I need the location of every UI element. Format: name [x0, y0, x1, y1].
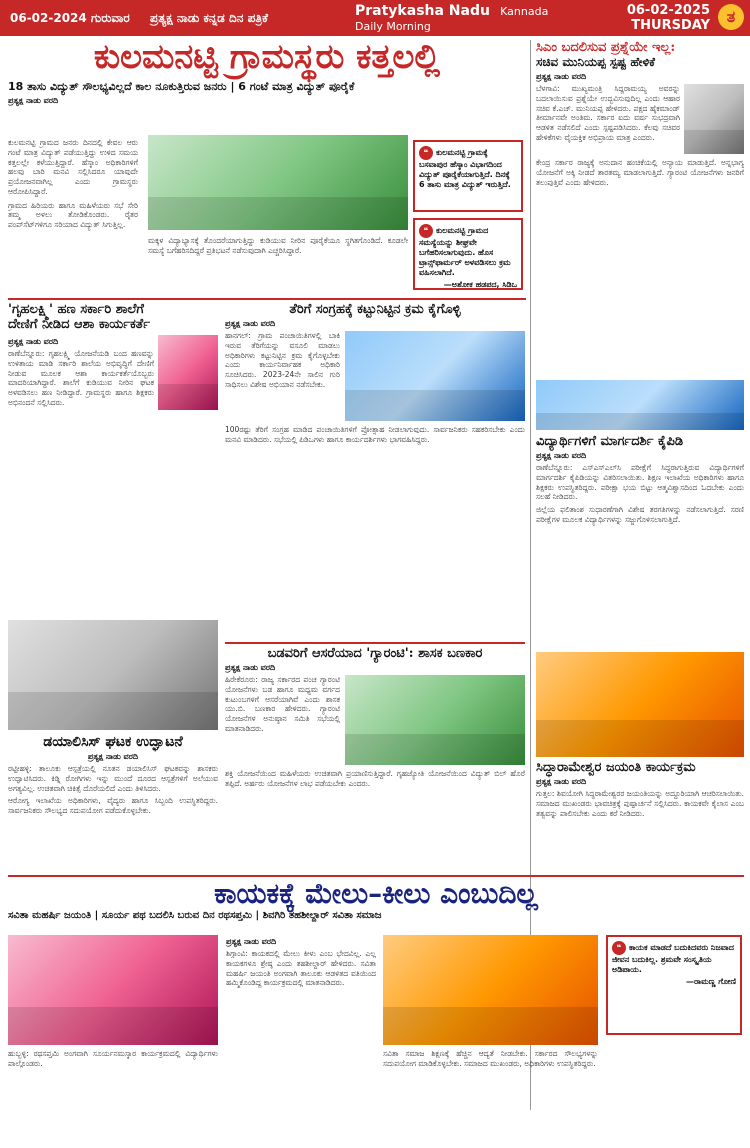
kayaka-body: ಶಿಗ್ಗಾಂವಿ: ಕಾಯಕದಲ್ಲಿ ಮೇಲು ಕೀಳು ಎಂಬ ಭೇದವಿಲ್ಲ. ಎಲ್ಲ ಕಾಯಕಗಳೂ ಶ್ರೇಷ್ಠ ಎಂದು ತಹಶೀಲ್ದಾರ್ ಹೇಳಿದರು. ಸವಿತಾ ಮಹರ್ಷಿ ಜಯಂತಿ ಅಂಗವಾಗಿ ತಾಲೂಕು ಆಡಳಿತದ ವತಿಯಿಂದ ಹಮ್ಮಿಕೊಂಡಿದ್ದ ಕಾರ್ಯಕ್ರಮದಲ್ಲಿ ಮಾತನಾಡಿದರು.	[226, 949, 376, 988]
guarantee-story	[225, 642, 525, 867]
kayaka-story	[8, 875, 744, 1145]
paper-subtitle: Kannada Daily Morning	[355, 5, 549, 33]
kayaka-photo-left	[8, 935, 218, 1045]
gruhalakshmi-headline-2: ದೇಣಿಗೆ ನೀಡಿದ ಆಶಾ ಕಾರ್ಯಕರ್ತೆ	[8, 317, 150, 332]
kayaka-subheadline: ಸವಿತಾ ಮಹರ್ಷಿ ಜಯಂತಿ | ಸೂರ್ಯ ಪಥ ಬದಲಿಸಿ ಬರುವ ದಿನ ರಥಸಪ್ತಮಿ | ಶಿವಗಿರಿ ತಹಶೀಲ್ದಾರ್ ಸವಿತಾ ಸಮಾಜ	[8, 910, 382, 922]
siddharameshwara-photo	[536, 652, 744, 757]
paper-name	[355, 3, 575, 33]
cm-portrait	[684, 84, 744, 154]
section-divider	[8, 298, 526, 300]
lead-byline: ಪ್ರತ್ಯಕ್ಷ ನಾಡು ವರದಿ	[8, 95, 59, 105]
dialysis-byline: ಪ್ರತ್ಯಕ್ಷ ನಾಡು ವರದಿ	[87, 752, 139, 761]
guarantee-headline: ಬಡವರಿಗೆ ಆಸರೆಯಾದ 'ಗ್ಯಾರಂಟಿ': ಶಾಸಕ ಬಣಕಾರ	[225, 642, 525, 661]
siddharameshwara-story	[536, 760, 744, 870]
siddharameshwara-body: ಗುತ್ತಲ: ಶಿವಯೋಗಿ ಸಿದ್ಧರಾಮೇಶ್ವರರ ಜಯಂತಿಯನ್ನು ಅದ್ದೂರಿಯಾಗಿ ಆಚರಿಸಲಾಯಿತು. ಸಮಾಜದ ಮುಖಂಡರು ಭಾವಚಿತ್ರಕ್ಕೆ ಪುಷ್ಪಾರ್ಚನೆ ಸಲ್ಲಿಸಿದರು. ಕಾಯಕವೇ ಕೈಲಾಸ ಎಂಬ ತತ್ವವನ್ನು ಪಾಲಿಸಬೇಕು ಎಂದು ಕರೆ ನೀಡಿದರು.	[536, 789, 744, 818]
lead-quote-2-text: ಕುಲಮನಟ್ಟಿ ಗ್ರಾಮದ ಸಮಸ್ಯೆಯನ್ನು ಶೀಘ್ರವೇ ಬಗೆಹರಿಸಲಾಗುವುದು. ಹೊಸ ಟ್ರಾನ್ಸ್‌ಫಾರ್ಮರ್ ಅಳವಡಿಸಲು ಕ್ರಮ ವಹಿಸಲಾಗಿದೆ.	[419, 226, 511, 277]
lead-headline: ಕುಲಮನಟ್ಟಿ ಗ್ರಾಮಸ್ಥರು ಕತ್ತಲಲ್ಲಿ	[93, 40, 441, 77]
lead-story	[8, 40, 526, 295]
sangha-body: ಹಾನಗಲ್: ಗ್ರಾಮ ಪಂಚಾಯಿತಿಗಳಲ್ಲಿ ಬಾಕಿ ಇರುವ ತೆರಿಗೆಯನ್ನು ವಸೂಲಿ ಮಾಡಲು ಅಧಿಕಾರಿಗಳು ಕಟ್ಟುನಿಟ್ಟಿನ ಕ್ರಮ ಕೈಗೊಳ್ಳಬೇಕು ಎಂದು ಕಾರ್ಯನಿರ್ವಾಹಕ ಅಧಿಕಾರಿ ಸೂಚಿಸಿದರು. 2023-24ನೇ ಸಾಲಿನ ಗುರಿ ಸಾಧಿಸಲು ವಿಶೇಷ ಅಭಿಯಾನ ನಡೆಸಬೇಕು.	[225, 331, 340, 389]
student-body-2: ಜಿಲ್ಲೆಯ ಫಲಿತಾಂಶ ಸುಧಾರಣೆಗಾಗಿ ವಿಶೇಷ ತರಗತಿಗಳನ್ನು ನಡೆಸಲಾಗುತ್ತಿದೆ. ಸರಣಿ ಪರೀಕ್ಷೆಗಳ ಮೂಲಕ ವಿದ್ಯಾರ್ಥಿಗಳನ್ನು ಸಜ್ಜುಗೊಳಿಸಲಾಗುತ್ತಿದೆ.	[536, 505, 744, 524]
gruhalakshmi-story	[8, 302, 218, 617]
student-photo	[536, 380, 744, 430]
siddharameshwara-byline: ಪ್ರತ್ಯಕ್ಷ ನಾಡು ವರದಿ	[536, 777, 587, 786]
sangha-photo	[345, 331, 525, 421]
logo-icon: ತ	[718, 4, 744, 30]
lead-quote-2-attrib: —ಅಶೋಕ ಹಡಪದ, ಸಿಡಿಒ	[443, 280, 517, 289]
student-body: ರಾಣೆಬೆನ್ನೂರು: ಎಸ್ಎಸ್ಎಲ್‌ಸಿ ಪರೀಕ್ಷೆಗೆ ಸಿದ್ಧರಾಗುತ್ತಿರುವ ವಿದ್ಯಾರ್ಥಿಗಳಿಗೆ ಮಾರ್ಗದರ್ಶಿ ಕೈಪಿಡಿಯನ್ನು ವಿತರಿಸಲಾಯಿತು. ಶಿಕ್ಷಣ ಇಲಾಖೆಯ ಅಧಿಕಾರಿಗಳು ಹಾಗೂ ಶಿಕ್ಷಕರು ಉಪಸ್ಥಿತರಿದ್ದರು. ಪರೀಕ್ಷಾ ಭಯ ಬಿಟ್ಟು ಆತ್ಮವಿಶ್ವಾಸದಿಂದ ಓದಬೇಕು ಎಂದು ಸಲಹೆ ನೀಡಿದರು.	[536, 463, 744, 502]
kayaka-body-2: ಸವಿತಾ ಸಮಾಜ ಶಿಕ್ಷಣಕ್ಕೆ ಹೆಚ್ಚಿನ ಆದ್ಯತೆ ನೀಡಬೇಕು. ಸರ್ಕಾರದ ಸೌಲಭ್ಯಗಳನ್ನು ಸದುಪಯೋಗ ಮಾಡಿಕೊಳ್ಳಬೇಕು. ಸಮಾಜದ ಮುಖಂಡರು, ಅಧಿಕಾರಿಗಳು ಉಪಸ್ಥಿತರಿದ್ದರು.	[383, 1049, 598, 1068]
dialysis-headline: ಡಯಾಲಿಸಿಸ್ ಘಟಕ ಉದ್ಘಾಟನೆ	[43, 734, 183, 750]
sangha-headline: ತೆರಿಗೆ ಸಂಗ್ರಹಕ್ಕೆ ಕಟ್ಟುನಿಟ್ಟಿನ ಕ್ರಮ ಕೈಗೊಳ್ಳಿ	[289, 302, 461, 317]
student-story	[536, 434, 744, 644]
gruhalakshmi-byline: ಪ್ರತ್ಯಕ್ಷ ನಾಡು ವರದಿ	[8, 337, 59, 346]
kayaka-headline: ಕಾಯಕಕ್ಕೆ ಮೇಲು–ಕೀಲು ಎಂಬುದಿಲ್ಲ	[214, 877, 538, 910]
quote-bullet-icon: ❝	[419, 146, 433, 160]
kayaka-photo-right	[383, 935, 598, 1045]
guarantee-byline: ಪ್ರತ್ಯಕ್ಷ ನಾಡು ವರದಿ	[225, 663, 276, 672]
kayaka-photo-caption: ಹುಬ್ಬಳ್ಳಿ: ರಥಸಪ್ತಮಿ ಅಂಗವಾಗಿ ಸೂರ್ಯನಮಸ್ಕಾರ ಕಾರ್ಯಕ್ರಮದಲ್ಲಿ ವಿದ್ಯಾರ್ಥಿಗಳು ಪಾಲ್ಗೊಂಡರು.	[8, 1049, 218, 1068]
gruhalakshmi-headline-1: 'ಗೃಹಲಕ್ಷ್ಮಿ' ಹಣ ಸರ್ಕಾರಿ ಶಾಲೆಗೆ	[8, 302, 144, 317]
sangha-story	[225, 302, 525, 637]
lead-subheadline: 18 ತಾಸು ವಿದ್ಯುತ್ ಸೌಲಭ್ಯವಿಲ್ಲದೆ ಕಾಲ ನೂಕುತ್ತಿರುವ ಜನರು | 6 ಗಂಟೆ ಮಾತ್ರ ವಿದ್ಯುತ್ ಪೂರೈಕೆ	[8, 79, 355, 93]
lead-body-3: ಗ್ರಾಮದ ಹಿರಿಯರು ಹಾಗೂ ಮಹಿಳೆಯರು ಸಭೆ ಸೇರಿ ತಮ್ಮ ಅಳಲು ತೋಡಿಕೊಂಡರು. ರೈತರ ಪಂಪ್‌ಸೆಟ್‌ಗಳಿಗೂ ಸರಿಯಾದ ವಿದ್ಯುತ್ ಸಿಗುತ್ತಿಲ್ಲ.	[8, 200, 138, 229]
date-right: 06-02-2025 THURSDAY	[626, 3, 710, 33]
tagline: ಪ್ರತ್ಯಕ್ಷ ನಾಡು ಕನ್ನಡ ದಿನ ಪತ್ರಿಕೆ	[150, 10, 269, 25]
lead-quote-1	[413, 140, 523, 212]
dialysis-photo	[8, 620, 218, 730]
student-headline: ವಿದ್ಯಾರ್ಥಿಗಳಿಗೆ ಮಾರ್ಗದರ್ಶಿ ಕೈಪಿಡಿ	[536, 434, 684, 449]
cm-headline-2: ಸಚಿವ ಮುನಿಯಪ್ಪ ಸ್ಪಷ್ಟ ಹೇಳಿಕೆ	[536, 55, 656, 69]
lead-quote-1-text: ಕುಲಮನಟ್ಟಿ ಗ್ರಾಮಕ್ಕೆ ಬಸವಾಪುರ ಹೆಸ್ಕಾಂ ವಿಭಾಗದಿಂದ ವಿದ್ಯುತ್ ಪೂರೈಕೆಯಾಗುತ್ತಿದೆ. ದಿನಕ್ಕೆ 6 ತಾಸು ಮಾತ್ರ ವಿದ್ಯುತ್ ಇರುತ್ತಿದೆ.	[419, 148, 511, 189]
gruhalakshmi-body: ರಾಣೆಬೆನ್ನೂರು: ಗೃಹಲಕ್ಷ್ಮಿ ಯೋಜನೆಯಡಿ ಬಂದ ಹಣವನ್ನು ಉಳಿತಾಯ ಮಾಡಿ ಸರ್ಕಾರಿ ಶಾಲೆಯ ಅಭಿವೃದ್ಧಿಗೆ ದೇಣಿಗೆ ನೀಡುವ ಮೂಲಕ ಆಶಾ ಕಾರ್ಯಕರ್ತೆಯೊಬ್ಬರು ಮಾದರಿಯಾಗಿದ್ದಾರೆ. ಶಾಲೆಗೆ ಕುಡಿಯುವ ನೀರಿನ ಘಟಕ ಅಳವಡಿಸಲು ಹಣ ನೀಡಿದ್ದಾರೆ. ಗ್ರಾಮಸ್ಥರು ಹಾಗೂ ಶಿಕ್ಷಕರು ಅಭಿನಂದನೆ ಸಲ್ಲಿಸಿದರು.	[8, 349, 154, 407]
cm-body: ಬೆಳಗಾವಿ: ಮುಖ್ಯಮಂತ್ರಿ ಸಿದ್ದರಾಮಯ್ಯ ಅವರನ್ನು ಬದಲಾಯಿಸುವ ಪ್ರಶ್ನೆಯೇ ಉದ್ಭವಿಸುವುದಿಲ್ಲ ಎಂದು ಆಹಾರ ಸಚಿವ ಕೆ.ಎಚ್. ಮುನಿಯಪ್ಪ ಹೇಳಿದರು. ಪಕ್ಷದ ಹೈಕಮಾಂಡ್ ತೀರ್ಮಾನವೇ ಅಂತಿಮ. ಸರ್ಕಾರ ಐದು ವರ್ಷ ಸುಭದ್ರವಾಗಿ ಆಡಳಿತ ನಡೆಸಲಿದೆ ಎಂದು ಸ್ಪಷ್ಟಪಡಿಸಿದರು. ಕೆಲವು ಸಚಿವರ ಹೇಳಿಕೆಗಳು ವೈಯಕ್ತಿಕ ಅಭಿಪ್ರಾಯ ಮಾತ್ರ ಎಂದರು.	[536, 84, 680, 142]
guarantee-photo	[345, 675, 525, 765]
guarantee-body: ಹಿರೇಕೆರೂರು: ರಾಜ್ಯ ಸರ್ಕಾರದ ಪಂಚ ಗ್ಯಾರಂಟಿ ಯೋಜನೆಗಳು ಬಡ ಹಾಗೂ ಮಧ್ಯಮ ವರ್ಗದ ಕುಟುಂಬಗಳಿಗೆ ಆಸರೆಯಾಗಿವೆ ಎಂದು ಶಾಸಕ ಯು.ಬಿ. ಬಣಕಾರ ಹೇಳಿದರು. ಗ್ಯಾರಂಟಿ ಯೋಜನೆಗಳ ಅನುಷ್ಠಾನ ಸಮಿತಿ ಸಭೆಯಲ್ಲಿ ಮಾತನಾಡಿದರು.	[225, 675, 340, 733]
lead-body-1: ಕುಲಮನಟ್ಟಿ ಗ್ರಾಮದ ಜನರು ದಿನದಲ್ಲಿ ಕೇವಲ ಆರು ಗಂಟೆ ಮಾತ್ರ ವಿದ್ಯುತ್ ಪಡೆಯುತ್ತಿದ್ದು ಉಳಿದ ಸಮಯ ಕತ್ತಲಲ್ಲೇ ಕಳೆಯುತ್ತಿದ್ದಾರೆ. ಹೆಸ್ಕಾಂ ಅಧಿಕಾರಿಗಳಿಗೆ ಹಲವು ಬಾರಿ ಮನವಿ ಸಲ್ಲಿಸಿದರೂ ಯಾವುದೇ ಪ್ರಯೋಜನವಾಗಿಲ್ಲ ಎಂದು ಗ್ರಾಮಸ್ಥರು ಆರೋಪಿಸಿದ್ದಾರೆ.	[8, 138, 138, 196]
cm-story	[536, 40, 744, 375]
siddharameshwara-headline: ಸಿದ್ಧಾರಾಮೇಶ್ವರ ಜಯಂತಿ ಕಾರ್ಯಕ್ರಮ	[536, 760, 696, 775]
guarantee-body-2: ಶಕ್ತಿ ಯೋಜನೆಯಿಂದ ಮಹಿಳೆಯರು ಉಚಿತವಾಗಿ ಪ್ರಯಾಣಿಸುತ್ತಿದ್ದಾರೆ. ಗೃಹಜ್ಯೋತಿ ಯೋಜನೆಯಿಂದ ವಿದ್ಯುತ್ ಬಿಲ್ ಹೊರೆ ತಪ್ಪಿದೆ. ಅರ್ಹರು ಯೋಜನೆಗಳ ಲಾಭ ಪಡೆಯಬೇಕು ಎಂದರು.	[225, 769, 525, 788]
cm-body-2: ಕೇಂದ್ರ ಸರ್ಕಾರ ರಾಜ್ಯಕ್ಕೆ ಅನುದಾನ ಹಂಚಿಕೆಯಲ್ಲಿ ಅನ್ಯಾಯ ಮಾಡುತ್ತಿದೆ. ಅನ್ನಭಾಗ್ಯ ಯೋಜನೆಗೆ ಅಕ್ಕಿ ನೀಡದೆ ತಾರತಮ್ಯ ಮಾಡಲಾಗುತ್ತಿದೆ. ಗ್ಯಾರಂಟಿ ಯೋಜನೆಗಳು ಜನರಿಗೆ ತಲುಪುತ್ತಿವೆ ಎಂದು ಹೇಳಿದರು.	[536, 158, 744, 187]
quote-bullet-icon: ❝	[612, 941, 626, 955]
kayaka-quote-text: ಕಾಯಕ ಮಾಡದೆ ಬದುಕಿದವರು ನಿಜವಾದ ಜೀವನ ಬದುಕಿಲ್ಲ. ಶ್ರಮವೇ ಸಂಸ್ಕೃತಿಯ ಅಡಿಪಾಯ.	[612, 943, 734, 974]
kayaka-byline: ಪ್ರತ್ಯಕ್ಷ ನಾಡು ವರದಿ	[226, 937, 277, 946]
cm-byline: ಪ್ರತ್ಯಕ್ಷ ನಾಡು ವರದಿ	[536, 72, 587, 81]
dialysis-body-2: ಆರೋಗ್ಯ ಇಲಾಖೆಯ ಅಧಿಕಾರಿಗಳು, ವೈದ್ಯರು ಹಾಗೂ ಸಿಬ್ಬಂದಿ ಉಪಸ್ಥಿತರಿದ್ದರು. ಸಾರ್ವಜನಿಕರು ಸೌಲಭ್ಯದ ಸದುಪಯೋಗ ಪಡೆದುಕೊಳ್ಳಬೇಕು.	[8, 796, 218, 815]
student-byline: ಪ್ರತ್ಯಕ್ಷ ನಾಡು ವರದಿ	[536, 451, 587, 460]
cm-headline-1: ಸಿಎಂ ಬದಲಿಸುವ ಪ್ರಶ್ನೆಯೇ ಇಲ್ಲ:	[536, 40, 676, 55]
gruhalakshmi-portrait	[158, 335, 218, 410]
kayaka-quote	[606, 935, 742, 1035]
dialysis-body: ರಟ್ಟೀಹಳ್ಳಿ: ತಾಲೂಕು ಆಸ್ಪತ್ರೆಯಲ್ಲಿ ನೂತನ ಡಯಾಲಿಸಿಸ್ ಘಟಕವನ್ನು ಶಾಸಕರು ಉದ್ಘಾಟಿಸಿದರು. ಕಿಡ್ನಿ ರೋಗಿಗಳು ಇನ್ನು ಮುಂದೆ ದೂರದ ಆಸ್ಪತ್ರೆಗಳಿಗೆ ಅಲೆಯುವ ಅಗತ್ಯವಿಲ್ಲ. ಉಚಿತವಾಗಿ ಚಿಕಿತ್ಸೆ ದೊರೆಯಲಿದೆ ಎಂದು ತಿಳಿಸಿದರು.	[8, 764, 218, 793]
date-left: 06-02-2024 ಗುರುವಾರ	[10, 10, 130, 25]
lead-photo	[148, 135, 408, 230]
lead-quote-2	[413, 218, 523, 290]
sangha-body-2: 100ರಷ್ಟು ತೆರಿಗೆ ಸಂಗ್ರಹ ಮಾಡಿದ ಪಂಚಾಯಿತಿಗಳಿಗೆ ಪ್ರೋತ್ಸಾಹ ನೀಡಲಾಗುವುದು. ಸಾರ್ವಜನಿಕರು ಸಹಕರಿಸಬೇಕು ಎಂದು ಮನವಿ ಮಾಡಿದರು. ಸಭೆಯಲ್ಲಿ ಪಿಡಿಒಗಳು ಹಾಗೂ ಕಾರ್ಯದರ್ಶಿಗಳು ಭಾಗವಹಿಸಿದ್ದರು.	[225, 425, 525, 444]
kayaka-quote-attrib: —ರಾಮಣ್ಣ ಗೋಣಿ	[686, 977, 736, 986]
quote-bullet-icon: ❝	[419, 224, 433, 238]
paper-title: Pratykasha Nadu	[355, 3, 490, 19]
sangha-byline: ಪ್ರತ್ಯಕ್ಷ ನಾಡು ವರದಿ	[225, 319, 276, 328]
masthead	[0, 0, 750, 36]
lead-body-2: ಮಕ್ಕಳ ವಿದ್ಯಾಭ್ಯಾಸಕ್ಕೆ ತೊಂದರೆಯಾಗುತ್ತಿದ್ದು ಕುಡಿಯುವ ನೀರಿನ ಪೂರೈಕೆಯೂ ಸ್ಥಗಿತಗೊಂಡಿದೆ. ಕೂಡಲೇ ಸಮಸ್ಯೆ ಬಗೆಹರಿಸದಿದ್ದರೆ ಪ್ರತಿಭಟನೆ ನಡೆಸುವುದಾಗಿ ಎಚ್ಚರಿಸಿದ್ದಾರೆ.	[148, 236, 408, 255]
